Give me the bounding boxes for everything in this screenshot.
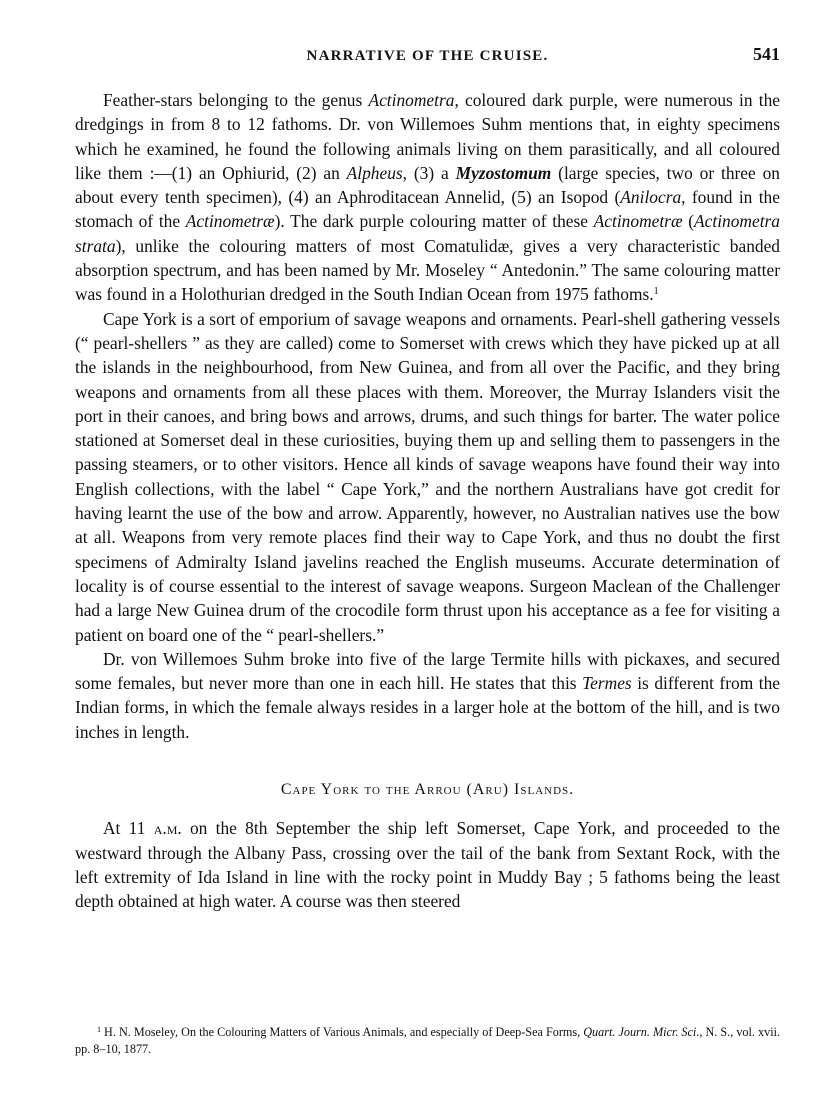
paragraph-feather-stars: Feather-stars belonging to the genus Actinometra, coloured dark purple, were numerous in the dredgings in from 8 to 12 fathoms. Dr. von Willemoes Suhm mentions that, in eighty specimens which he examined, he found the following animals living on them parasitically, and all coloured like them :—(1) an Ophiurid, (2) an Alpheus, (3) a Myzostomum (large species, two or three on about every tenth specimen), (4) an Aphroditacean Annelid, (5) an Isopod (Anilocra, found in the stomach of the Actinometræ). The dark purple colouring matter of these Actinometræ (Actinometra strata), unlike the colouring matters of most Comatulidæ, gives a very characteristic banded absorption spectrum, and has been named by Mr. Moseley “ Antedonin.” The same colouring matter was found in a Holothurian dredged in the South Indian Ocean from 1975 fathoms.$^1$ — [75, 90, 780, 305]
footnote: $^1$ H. N. Moseley, On the Colouring Matters of Various Animals, and especially of Deep-Sea Forms, Quart. Journ. Micr. Sci., N. S., vol. xvii. pp. 8–10, 1877. — [75, 1025, 781, 1056]
paragraph-termite-hills: Dr. von Willemoes Suhm broke into five of the large Termite hills with pickaxes, and secured some females, but never more than one in each hill. He states that this Termes is different from the Indian forms, in which the female always resides in a larger hole at the bottom of the hill, and is two inches in length. — [75, 648, 780, 742]
section-heading: Cape York to the Arrou (Aru) Islands. — [280, 781, 575, 799]
running-title: NARRATIVE OF THE CRUISE. — [306, 48, 549, 64]
paragraph-departure: At 11 a.m. on the 8th September the ship left Somerset, Cape York, and proceeded to the westward through the Albany Pass, crossing over the tail of the bank from Sextant Rock, with the left extremity of Ida Island in line with the rocky point in Muddy Bay ; 5 fathoms being the least depth obtained at high water. A course was then steered — [75, 818, 780, 912]
running-head — [75, 44, 780, 74]
page-number: 541 — [753, 44, 780, 64]
paragraph-cape-york-weapons: Cape York is a sort of emporium of savage weapons and ornaments. Pearl-shell gathering vessels (“ pearl-shellers ” as they are called) come to Somerset with crews which they have picked up at all the islands in the neighbourhood, from New Guinea, and from all over the Pacific, and they bring weapons and ornaments from all these places with them. Moreover, the Murray Islanders visit the port in their canoes, and bring bows and arrows, drums, and such things for barter. The water police stationed at Somerset deal in these curiosities, buying them up and selling them to passengers in the passing steamers, or to other visitors. Hence all kinds of savage weapons have found their way into English collections, with the label “ Cape York,” and the northern Australians have got credit for having learnt the use of the bow and arrow. Apparently, however, no Australian natives use the bow at all. Weapons from very remote places find their way to Cape York, and thus no doubt the first specimens of Admiralty Island javelins reached the English museums. Accurate determination of locality is of course essential to the interest of savage weapons. Surgeon Maclean of the Challenger had a large New Guinea drum of the crocodile form thrust upon his acceptance as a fee for visiting a patient on board one of the “ pearl-shellers.” — [75, 308, 780, 645]
body-text — [75, 88, 780, 914]
